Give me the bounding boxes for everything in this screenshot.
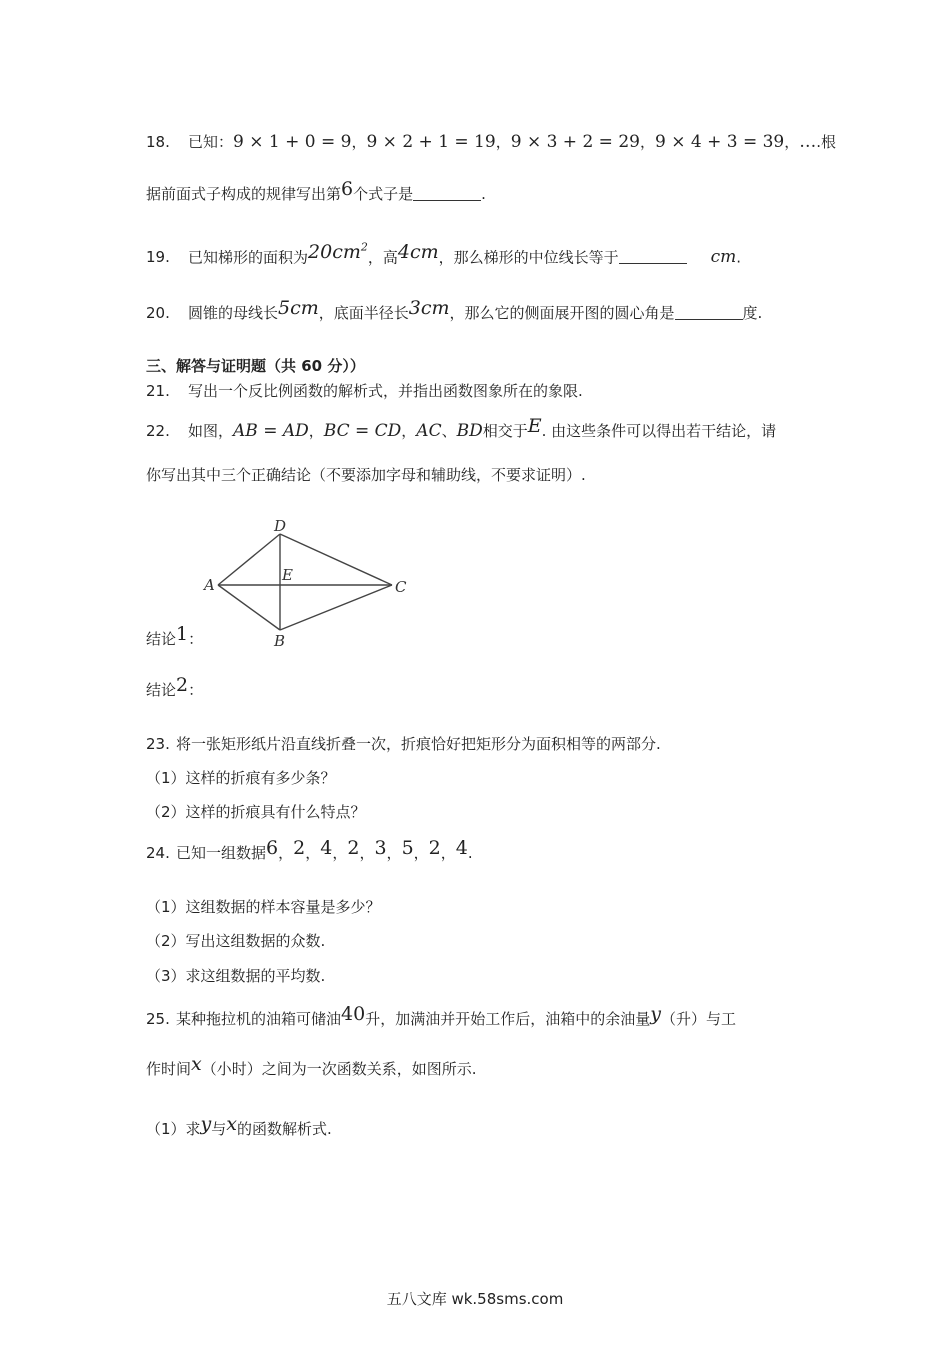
q19-unit: cm <box>710 247 737 268</box>
q18-eq1: 9 × 1 + 0 = 9 <box>233 132 352 152</box>
q25-line1: 25. 某种拖拉机的油箱可储油40升，加满油并开始工作后，油箱中的余油量y（升）与工 <box>146 1003 736 1028</box>
segment-AD <box>218 534 280 585</box>
q18-answer-blank[interactable] <box>413 186 481 201</box>
q21-line <box>146 381 583 401</box>
label-C: C <box>395 578 407 596</box>
q23-part1: （1）这样的折痕有多少条？ <box>146 769 336 787</box>
q18-line2: 据前面式子构成的规律写出第6个式子是 . <box>146 178 486 203</box>
footer-watermark: 五八文库 wk.58sms.com <box>386 1290 564 1308</box>
q25-part1: （1）求y与x的函数解析式. <box>146 1113 332 1138</box>
q19-area: $20cm^2$ <box>308 241 368 264</box>
q25-number: 25. <box>146 1010 170 1028</box>
q18-eq4: 9 × 4 + 3 = 39 <box>654 132 785 152</box>
q24-part1: （1）这组数据的样本容量是多少？ <box>146 898 381 916</box>
q19-answer-blank[interactable] <box>619 249 687 264</box>
label-D: D <box>274 517 287 535</box>
q20-line: 20. 圆锥的母线长5cm，底面半径长3cm，那么它的侧面展开图的圆心角是 度. <box>146 297 763 322</box>
q23-line: 23. 将一张矩形纸片沿直线折叠一次，折痕恰好把矩形分为面积相等的两部分. <box>146 735 661 753</box>
conclusion-1: 结论1： <box>146 623 204 648</box>
q25-line2: 作时间x（小时）之间为一次函数关系，如图所示. <box>146 1053 477 1078</box>
q22-line2: 你写出其中三个正确结论（不要添加字母和辅助线，不要求证明）. <box>146 466 586 484</box>
q20-number: 20. <box>146 304 170 322</box>
conclusion-2: 结论2： <box>146 674 204 699</box>
q22-number: 22. <box>146 422 170 440</box>
q23-part2: （2）这样的折痕具有什么特点？ <box>146 803 366 821</box>
q20-answer-blank[interactable] <box>675 305 743 320</box>
label-B: B <box>274 632 286 650</box>
segment-DC <box>280 534 392 585</box>
label-A: A <box>204 576 215 594</box>
q18-line1: 18. 已知：9 × 1 + 0 = 9，9 × 2 + 1 = 19，9 × 3 + 2 = 29，9 × 4 + 3 = 39，….根 <box>146 132 837 152</box>
q24-line: 24. 已知一组数据6，2，4，2，3，5，2，4. <box>146 837 473 862</box>
q18-number: 18. <box>146 133 170 151</box>
section3-title: 三、解答与证明题（共 60 分）） <box>146 357 365 375</box>
q24-part3: （3）求这组数据的平均数. <box>146 967 326 985</box>
q20-radius: 3cm <box>408 297 450 319</box>
q24-part2: （2）写出这组数据的众数. <box>146 932 326 950</box>
q22-line1: 22. 如图，AB = AD，BC = CD，AC、BD相交于E. 由这些条件可以得出若干结论，请 <box>146 415 777 441</box>
q19-number: 19. <box>146 248 170 267</box>
q24-number: 24. <box>146 844 170 862</box>
segment-CB <box>280 585 392 630</box>
q21-number: 21. <box>146 382 170 400</box>
q18-eq3: 9 × 3 + 2 = 29 <box>510 132 640 152</box>
q19-line: 19. 已知梯形的面积为$20cm^2$，高4cm，那么梯形的中位线长等于 cm. <box>146 241 742 268</box>
q23-number: 23. <box>146 735 170 753</box>
q20-slant-length: 5cm <box>278 297 319 319</box>
q18-eq2: 9 × 2 + 1 = 19 <box>366 132 496 152</box>
label-E: E <box>282 566 293 584</box>
q19-height: 4cm <box>397 241 439 264</box>
kite-figure <box>196 512 416 652</box>
segment-BA <box>218 585 280 630</box>
q21-text: 写出一个反比例函数的解析式，并指出函数图象所在的象限. <box>188 382 583 400</box>
q18-n: 6 <box>341 178 354 200</box>
